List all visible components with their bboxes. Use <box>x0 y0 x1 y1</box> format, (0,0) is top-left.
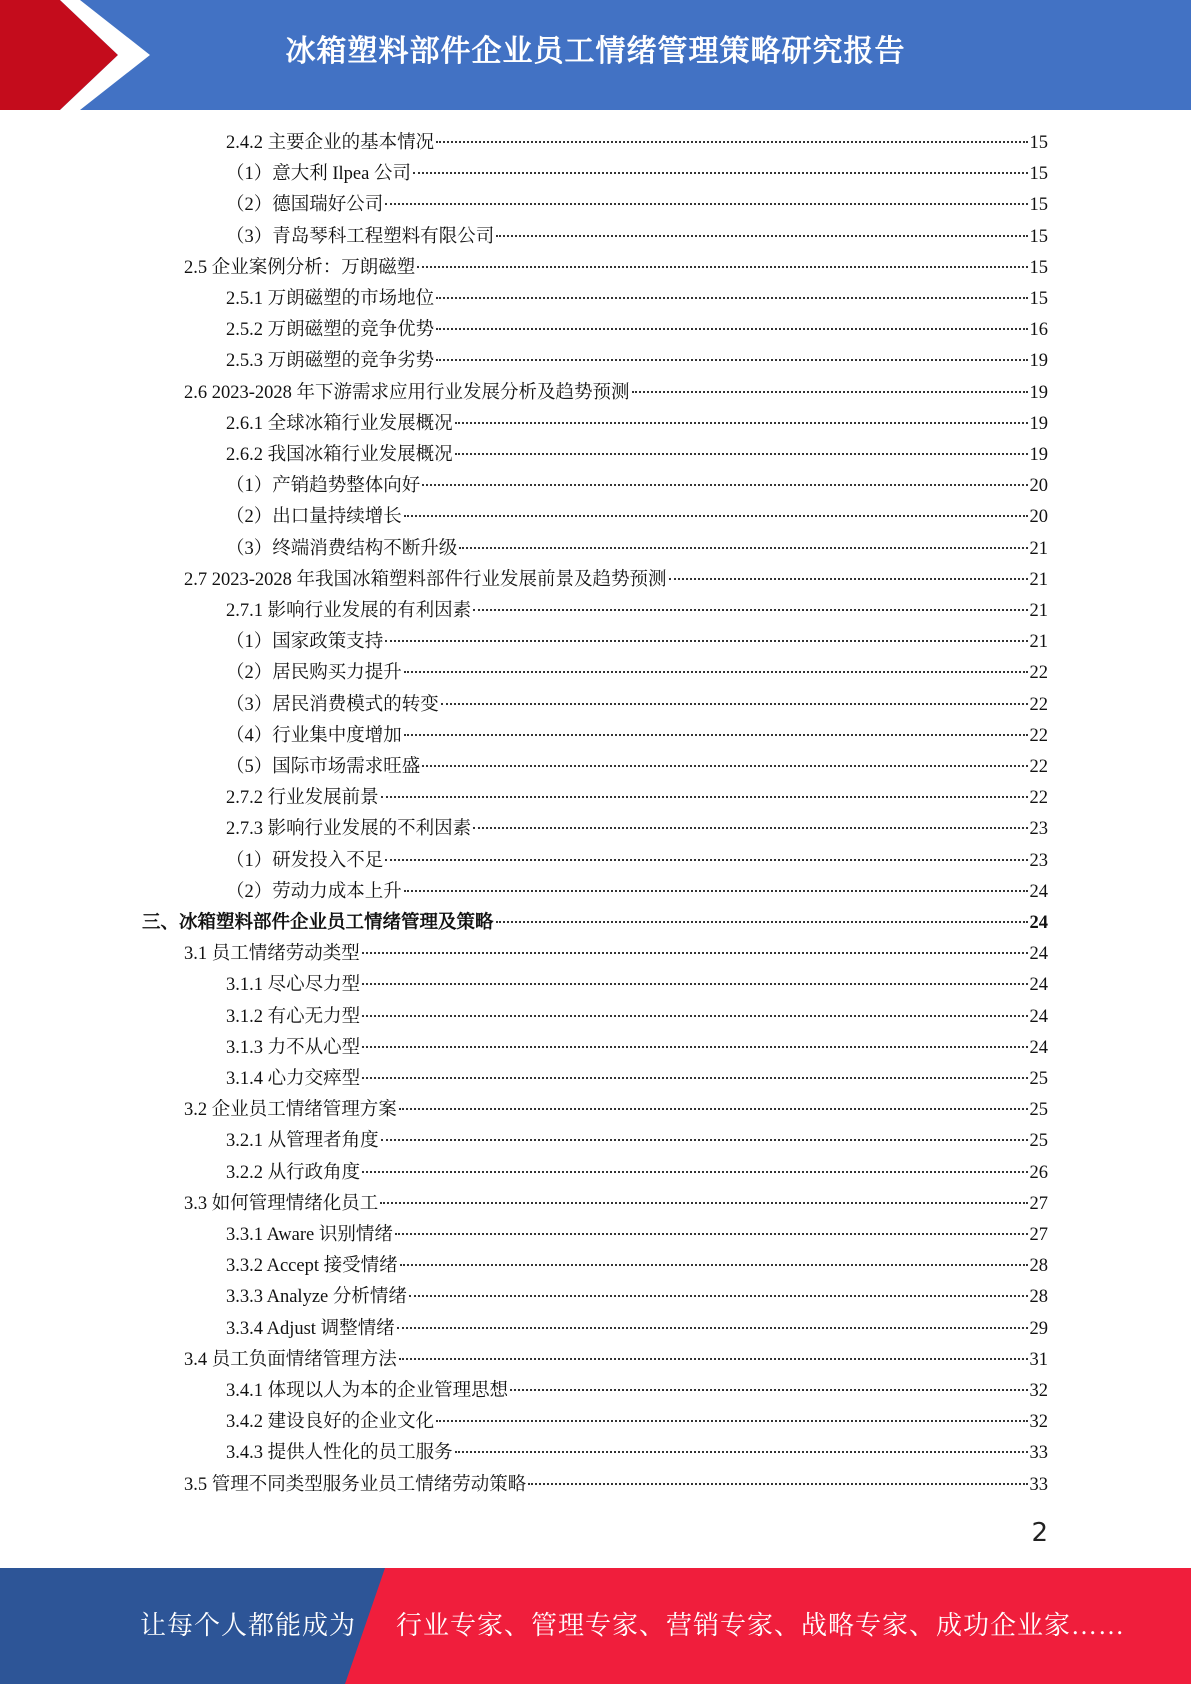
toc-entry[interactable] <box>226 1407 1048 1438</box>
toc-entry[interactable] <box>184 1470 1048 1501</box>
toc-entry-page: 27 <box>1029 1193 1048 1214</box>
toc-entry[interactable] <box>226 1158 1048 1189</box>
toc-entry-page: 16 <box>1029 320 1048 341</box>
toc-entry-title: 3.4 员工负面情绪管理方法 <box>184 1349 397 1370</box>
toc-dot-leader <box>362 983 1027 985</box>
toc-entry[interactable] <box>226 471 1048 502</box>
toc-dot-leader <box>422 484 1027 486</box>
toc-entry-title: 3.3.3 Analyze 分析情绪 <box>226 1287 407 1308</box>
toc-dot-leader <box>455 453 1028 455</box>
toc-entry[interactable] <box>226 1282 1048 1313</box>
toc-entry-page: 21 <box>1029 569 1048 590</box>
toc-entry[interactable] <box>226 440 1048 471</box>
toc-entry-page: 25 <box>1029 1131 1048 1152</box>
toc-entry-page: 19 <box>1029 413 1048 434</box>
toc-dot-leader <box>473 827 1027 829</box>
footer-slogan-left: 让每个人都能成为 <box>140 1611 357 1640</box>
toc-entry[interactable] <box>226 1064 1048 1095</box>
toc-entry-page: 32 <box>1029 1381 1048 1401</box>
toc-entry-title: 3.2.2 从行政角度 <box>226 1162 361 1183</box>
toc-entry-title: 3.1.2 有心无力型 <box>226 1006 361 1027</box>
toc-entry[interactable] <box>184 1189 1048 1220</box>
toc-dot-leader <box>436 141 1027 143</box>
toc-entry-page: 15 <box>1029 133 1048 153</box>
toc-dot-leader <box>413 172 1028 174</box>
toc-entry-page: 19 <box>1029 382 1048 403</box>
toc-entry-page: 24 <box>1029 944 1048 965</box>
toc-entry-title: （1）国家政策支持 <box>226 632 384 653</box>
toc-entry-page: 24 <box>1029 975 1048 996</box>
toc-entry-page: 26 <box>1029 1162 1048 1183</box>
toc-entry-title: （1）研发投入不足 <box>226 850 384 871</box>
toc-entry[interactable] <box>226 1033 1048 1064</box>
toc-entry-page: 19 <box>1029 445 1048 465</box>
toc-dot-leader <box>441 703 1028 705</box>
toc-dot-leader <box>400 1264 1028 1266</box>
toc-entry-page: 22 <box>1029 788 1048 809</box>
toc-entry-title: 3.4.2 建设良好的企业文化 <box>226 1412 435 1433</box>
toc-entry-title: 2.6.1 全球冰箱行业发展概况 <box>226 413 453 434</box>
toc-entry-title: 2.7 2023-2028 年我国冰箱塑料部件行业发展前景及趋势预测 <box>184 569 667 590</box>
toc-dot-leader <box>496 235 1027 237</box>
toc-entry-title: 3.3 如何管理情绪化员工 <box>184 1193 379 1214</box>
toc-entry[interactable] <box>184 565 1048 596</box>
toc-entry-page: 32 <box>1029 1412 1048 1433</box>
toc-entry-page: 24 <box>1029 881 1048 902</box>
toc-entry[interactable] <box>184 1345 1048 1376</box>
toc-entry-title: （1）意大利 Ilpea 公司 <box>226 164 411 185</box>
toc-entry-page: 15 <box>1029 164 1048 185</box>
toc-entry-page: 33 <box>1029 1443 1048 1464</box>
toc-entry-title: 2.7.1 影响行业发展的有利因素 <box>226 601 472 621</box>
toc-dot-leader <box>632 391 1028 393</box>
toc-entry[interactable] <box>226 1376 1048 1407</box>
toc-dot-leader <box>455 422 1028 424</box>
toc-entry-page: 21 <box>1029 538 1048 559</box>
toc-entry[interactable] <box>184 378 1048 409</box>
toc-entry-page: 15 <box>1029 226 1048 247</box>
toc-dot-leader <box>385 859 1027 861</box>
toc-entry-page: 25 <box>1029 1100 1048 1121</box>
toc-entry-title: 3.4.3 提供人性化的员工服务 <box>226 1443 453 1464</box>
toc-entry[interactable] <box>226 1438 1048 1469</box>
toc-entry-title: 3.1.3 力不从心型 <box>226 1037 361 1058</box>
toc-entry-title: （5）国际市场需求旺盛 <box>226 757 421 777</box>
toc-dot-leader <box>381 1139 1028 1141</box>
toc-entry[interactable] <box>226 1220 1048 1251</box>
toc-entry-title: （2）出口量持续增长 <box>226 507 402 528</box>
toc-dot-leader <box>362 1015 1027 1017</box>
toc-entry-title: 2.6.2 我国冰箱行业发展概况 <box>226 445 453 465</box>
toc-entry-page: 15 <box>1029 257 1048 278</box>
toc-entry-page: 22 <box>1029 725 1048 746</box>
toc-dot-leader <box>417 266 1027 268</box>
toc-entry-page: 23 <box>1029 850 1048 871</box>
toc-entry[interactable] <box>226 1126 1048 1157</box>
toc-entry-page: 29 <box>1029 1318 1048 1339</box>
toc-entry-page: 19 <box>1029 351 1048 372</box>
toc-entry[interactable] <box>226 783 1048 814</box>
toc-entry-page: 15 <box>1029 289 1048 309</box>
toc-entry[interactable] <box>226 877 1048 908</box>
header-arrow-decoration <box>0 0 160 110</box>
toc-entry-page: 22 <box>1029 757 1048 777</box>
toc-entry[interactable] <box>226 1314 1048 1345</box>
toc-entry-title: （2）劳动力成本上升 <box>226 881 402 902</box>
toc-entry-page: 28 <box>1029 1256 1048 1277</box>
toc-entry-title: 3.5 管理不同类型服务业员工情绪劳动策略 <box>184 1474 527 1495</box>
toc-dot-leader <box>436 1420 1027 1422</box>
toc-entry-title: 2.4.2 主要企业的基本情况 <box>226 133 435 153</box>
toc-entry[interactable] <box>226 1002 1048 1033</box>
toc-entry[interactable] <box>226 814 1048 845</box>
toc-entry-page: 25 <box>1029 1069 1048 1089</box>
toc-entry-title: 3.1.4 心力交瘁型 <box>226 1069 361 1089</box>
page-footer <box>0 1568 1191 1684</box>
toc-entry[interactable] <box>226 1251 1048 1282</box>
toc-entry[interactable] <box>226 721 1048 752</box>
toc-dot-leader <box>404 671 1028 673</box>
toc-entry-title: 2.7.3 影响行业发展的不利因素 <box>226 819 472 840</box>
toc-dot-leader <box>399 1108 1028 1110</box>
toc-entry-page: 15 <box>1029 195 1048 216</box>
toc-entry-page: 24 <box>1029 913 1048 933</box>
toc-dot-leader <box>395 1233 1028 1235</box>
toc-entry[interactable] <box>226 502 1048 533</box>
toc-dot-leader <box>362 1077 1027 1079</box>
toc-dot-leader <box>510 1389 1027 1391</box>
toc-entry[interactable] <box>184 939 1048 970</box>
toc-entry-title: （1）产销趋势整体向好 <box>226 476 421 497</box>
toc-entry-title: 2.5.2 万朗磁塑的竞争优势 <box>226 320 435 341</box>
toc-entry-page: 22 <box>1029 663 1048 684</box>
toc-entry[interactable] <box>226 315 1048 346</box>
toc-dot-leader <box>404 890 1028 892</box>
toc-entry-page: 33 <box>1029 1474 1048 1495</box>
toc-entry[interactable] <box>226 346 1048 377</box>
toc-entry-title: 三、冰箱塑料部件企业员工情绪管理及策略 <box>142 913 494 933</box>
footer-slogan-right: 行业专家、管理专家、营销专家、战略专家、成功企业家…… <box>396 1611 1126 1640</box>
toc-entry-title: 3.3.4 Adjust 调整情绪 <box>226 1318 395 1339</box>
toc-entry-title: 3.4.1 体现以人为本的企业管理思想 <box>226 1381 509 1401</box>
toc-entry-title: 3.1 员工情绪劳动类型 <box>184 944 360 965</box>
toc-entry[interactable] <box>184 1095 1048 1126</box>
toc-entry-title: （2）居民购买力提升 <box>226 663 402 684</box>
toc-entry-title: （3）终端消费结构不断升级 <box>226 538 458 559</box>
toc-entry-title: 2.6 2023-2028 年下游需求应用行业发展分析及趋势预测 <box>184 382 630 403</box>
toc-entry[interactable] <box>142 908 1048 939</box>
page-number: 2 <box>1031 1518 1048 1548</box>
toc-dot-leader <box>473 609 1027 611</box>
toc-entry-title: 2.7.2 行业发展前景 <box>226 788 379 809</box>
toc-entry-page: 28 <box>1029 1287 1048 1308</box>
toc-entry-title: 3.2 企业员工情绪管理方案 <box>184 1100 397 1121</box>
toc-entry-page: 20 <box>1029 507 1048 528</box>
toc-dot-leader <box>362 1171 1027 1173</box>
toc-dot-leader <box>436 359 1027 361</box>
toc-entry[interactable] <box>226 159 1048 190</box>
toc-entry[interactable] <box>226 752 1048 783</box>
toc-entry-title: （3）青岛琴科工程塑料有限公司 <box>226 226 495 247</box>
toc-dot-leader <box>404 734 1028 736</box>
toc-entry-page: 23 <box>1029 819 1048 840</box>
toc-entry-page: 24 <box>1029 1037 1048 1058</box>
toc-entry-page: 22 <box>1029 694 1048 715</box>
toc-entry-page: 21 <box>1029 632 1048 653</box>
toc-dot-leader <box>436 297 1027 299</box>
toc-entry-title: （3）居民消费模式的转变 <box>226 694 439 715</box>
toc-entry-title: 3.3.1 Aware 识别情绪 <box>226 1225 393 1245</box>
toc-entry-title: 2.5.3 万朗磁塑的竞争劣势 <box>226 351 435 372</box>
toc-entry[interactable] <box>226 596 1048 627</box>
toc-dot-leader <box>669 578 1028 580</box>
toc-entry[interactable] <box>226 190 1048 221</box>
toc-dot-leader <box>422 765 1027 767</box>
toc-dot-leader <box>362 952 1028 954</box>
toc-dot-leader <box>459 547 1027 549</box>
toc-entry-page: 21 <box>1029 601 1048 621</box>
toc-dot-leader <box>362 1046 1027 1048</box>
toc-dot-leader <box>381 796 1028 798</box>
toc-entry-page: 27 <box>1029 1225 1048 1245</box>
page-header <box>0 0 1191 110</box>
toc-dot-leader <box>409 1295 1028 1297</box>
toc-dot-leader <box>404 515 1028 517</box>
toc-entry-page: 31 <box>1029 1349 1048 1370</box>
toc-dot-leader <box>385 203 1027 205</box>
toc-entry[interactable] <box>226 409 1048 440</box>
toc-entry[interactable] <box>226 284 1048 315</box>
toc-dot-leader <box>528 1483 1027 1485</box>
toc-dot-leader <box>399 1358 1028 1360</box>
toc-entry[interactable] <box>226 970 1048 1001</box>
toc-entry[interactable] <box>184 253 1048 284</box>
toc-entry-title: （2）德国瑞好公司 <box>226 195 384 216</box>
toc-dot-leader <box>455 1451 1028 1453</box>
toc-entry-title: 2.5 企业案例分析：万朗磁塑 <box>184 257 416 278</box>
toc-dot-leader <box>397 1327 1028 1329</box>
toc-entry-title: 3.2.1 从管理者角度 <box>226 1131 379 1152</box>
toc-entry-title: 3.3.2 Accept 接受情绪 <box>226 1256 398 1277</box>
toc-entry-title: 3.1.1 尽心尽力型 <box>226 975 361 996</box>
toc-entry[interactable] <box>226 690 1048 721</box>
toc-entry-page: 24 <box>1029 1006 1048 1027</box>
toc-dot-leader <box>380 1202 1027 1204</box>
toc-entry-page: 20 <box>1029 476 1048 497</box>
toc-entry-title: 2.5.1 万朗磁塑的市场地位 <box>226 289 435 309</box>
toc-entry[interactable] <box>226 534 1048 565</box>
toc-dot-leader <box>436 328 1027 330</box>
toc-entry-title: （4）行业集中度增加 <box>226 725 402 746</box>
document-title: 冰箱塑料部件企业员工情绪管理策略研究报告 <box>285 34 906 69</box>
toc-dot-leader <box>385 640 1027 642</box>
toc-dot-leader <box>496 921 1028 923</box>
toc-entry[interactable] <box>226 128 1048 159</box>
toc-entry[interactable] <box>226 658 1048 689</box>
toc-entry[interactable] <box>226 627 1048 658</box>
toc-entry[interactable] <box>226 222 1048 253</box>
toc-entry[interactable] <box>226 846 1048 877</box>
